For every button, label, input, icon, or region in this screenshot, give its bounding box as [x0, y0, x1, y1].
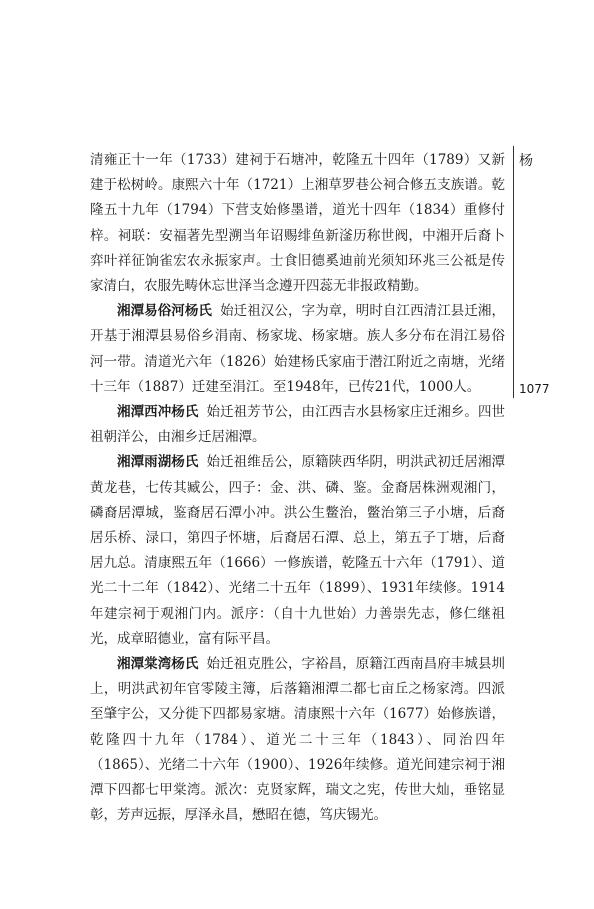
entry-title: 湘潭西冲杨氏 — [117, 404, 199, 421]
margin-divider — [513, 146, 514, 398]
side-tab-character: 杨 — [519, 153, 533, 169]
entry-tangwan — [90, 652, 505, 828]
entry-yisuhe — [90, 299, 505, 400]
entry-body: 始迁祖芳节公，由江西吉水县杨家庄迁湘乡。四世祖朝洋公，由湘乡迁居湘潭。 — [90, 404, 506, 446]
entry-yuhu — [90, 450, 505, 652]
entry-body: 始迁祖维岳公，原籍陕西华阴，明洪武初迁居湘潭黄龙巷，七传其臧公，四子：金、洪、磷、鉴。金裔居株洲观湘门，磷裔居潭城，鉴裔居石潭小冲。洪公生鳖治，鳖治第三子小塘，后裔居乐桥、渌口，第四子怀塘，后裔居石潭、总上，第五子丁塘，后裔居九总。清康熙五年（1666）一修族谱，乾隆五十六年（1791）、道光二十二年（1842）、光绪二十五年（1899）、1931年续修。1914年建宗祠于观湘门内。派序：（自十九世始）力善崇先志，修仁继祖光，成章昭德业，富有际平昌。 — [90, 454, 506, 647]
entry-title: 湘潭雨湖杨氏 — [117, 454, 199, 471]
page-number: 1077 — [519, 382, 550, 396]
entry-body: 始迁祖克胜公，字裕昌，原籍江西南昌府丰城县圳上，明洪武初年官零陵主簿，后落籍湘潭二都七亩丘之杨家湾。四派至肇宇公，又分徙下四都易家塘。清康熙十六年（1677）始修族谱，乾隆四十九年（1784）、道光二十三年（1843）、同治四年（1865）、光绪二十六年（1900）、1926年续修。道光间建宗祠于湘潭下四都七甲棠湾。派次：克贤家辉，瑞文之宪，传世大灿，垂铭显彰，芳声远振，厚泽永昌，懋昭在德，笃庆锡光。 — [90, 656, 506, 824]
entry-body: 始迁祖汉公，字为章，明时自江西清江县迁湘，开基于湘潭县易俗乡涓南、杨家垅、杨家塘。族人多分布在涓江易俗河一带。清道光六年（1826）始建杨氏家庙于潜江附近之南塘，光绪十三年（1887）迁建至涓江。至1948年，已传21代，1000人。 — [90, 303, 506, 395]
entry-title: 湘潭易俗河杨氏 — [117, 303, 212, 320]
continuation-paragraph: 清雍正十一年（1733）建祠于石塘冲，乾隆五十四年（1789）又新建于松树岭。康熙六十年（1721）上湘草罗巷公祠合修五支族谱。乾隆五十九年（1794）下营支始修墨谱，道光十四年（1834）重修付梓。祠联：安福著先型溯当年诏赐绯鱼新滏历称世阀，中湘开后裔卜弈叶祥征饷雀宏农永振家声。士食旧德奚迪前光须知环兆三公祗是传家清白，农服先畴休忘世泽当念遵开四蕊无非报政精勤。 — [90, 152, 505, 295]
main-text-column — [90, 148, 505, 828]
entry-xichong — [90, 400, 505, 450]
entry-title: 湘潭棠湾杨氏 — [117, 656, 199, 673]
